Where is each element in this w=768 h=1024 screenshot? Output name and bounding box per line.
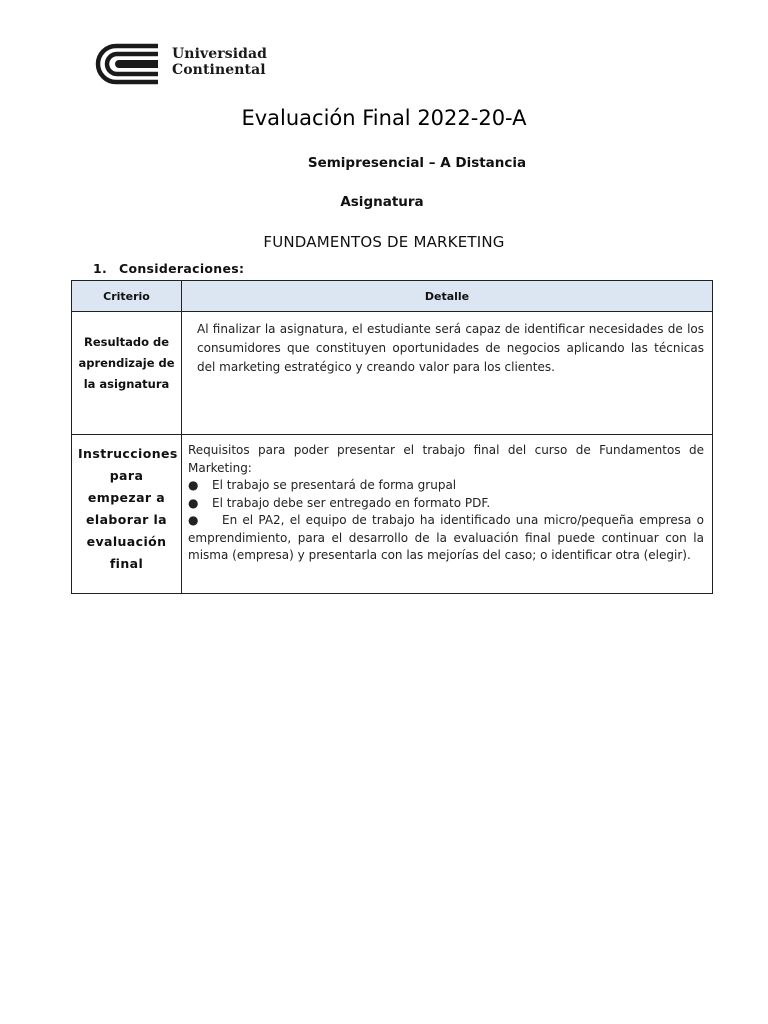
detail-cell: Al finalizar la asignatura, el estudiante será capaz de identificar necesidades de los consumidores que constituyen oportunidades de negocios aplicando las técnicas del marketing estratégico y creando valor para los clientes.: [182, 312, 713, 435]
table-row: [72, 435, 713, 594]
column-header-detalle: Detalle: [182, 281, 713, 312]
criterion-cell: Resultado de aprendizaje de la asignatura: [72, 312, 182, 435]
list-item-text: El trabajo se presentará de forma grupal: [212, 478, 457, 492]
university-logo: [94, 43, 294, 85]
criterion-cell: Instrucciones para empezar a elaborar la evaluación final: [72, 435, 182, 594]
detail-cell: [182, 435, 713, 594]
table-row: [72, 312, 713, 435]
list-item: [188, 495, 704, 513]
logo-mark-icon: [94, 43, 164, 85]
list-item-text: El trabajo debe ser entregado en formato PDF.: [212, 495, 491, 510]
bullet-dot-icon: ●: [188, 495, 199, 510]
section-label: Consideraciones:: [119, 261, 245, 276]
logo-line-2: Continental: [172, 62, 266, 78]
section-number: 1.: [93, 261, 108, 276]
page-title: Evaluación Final 2022-20-A: [241, 106, 527, 130]
criteria-table: [71, 280, 713, 594]
subject-label: Asignatura: [340, 194, 424, 210]
bullet-dot-icon: ●: [188, 513, 199, 527]
logo-wordmark: [172, 46, 267, 78]
column-header-criterio: Criterio: [72, 281, 182, 312]
requirements-intro: Requisitos para poder presentar el trabajo final del curso de Fundamentos de Marketing:: [188, 443, 704, 475]
logo-line-1: Universidad: [172, 46, 268, 62]
course-name: FUNDAMENTOS DE MARKETING: [263, 233, 505, 251]
table-header-row: [72, 281, 713, 312]
list-item: [188, 512, 704, 565]
section-heading: [93, 261, 244, 276]
list-item-text: En el PA2, el equipo de trabajo ha identificado una micro/pequeña empresa o emprendimiento, para el desarrollo de la evaluación final puede continuar con la misma (empresa) y presentarla con las mejorías del caso; o identificar otra (elegir).: [188, 513, 704, 562]
list-item: [188, 477, 704, 495]
modality-subtitle: Semipresencial – A Distancia: [307, 155, 527, 171]
bullet-dot-icon: ●: [188, 478, 199, 492]
